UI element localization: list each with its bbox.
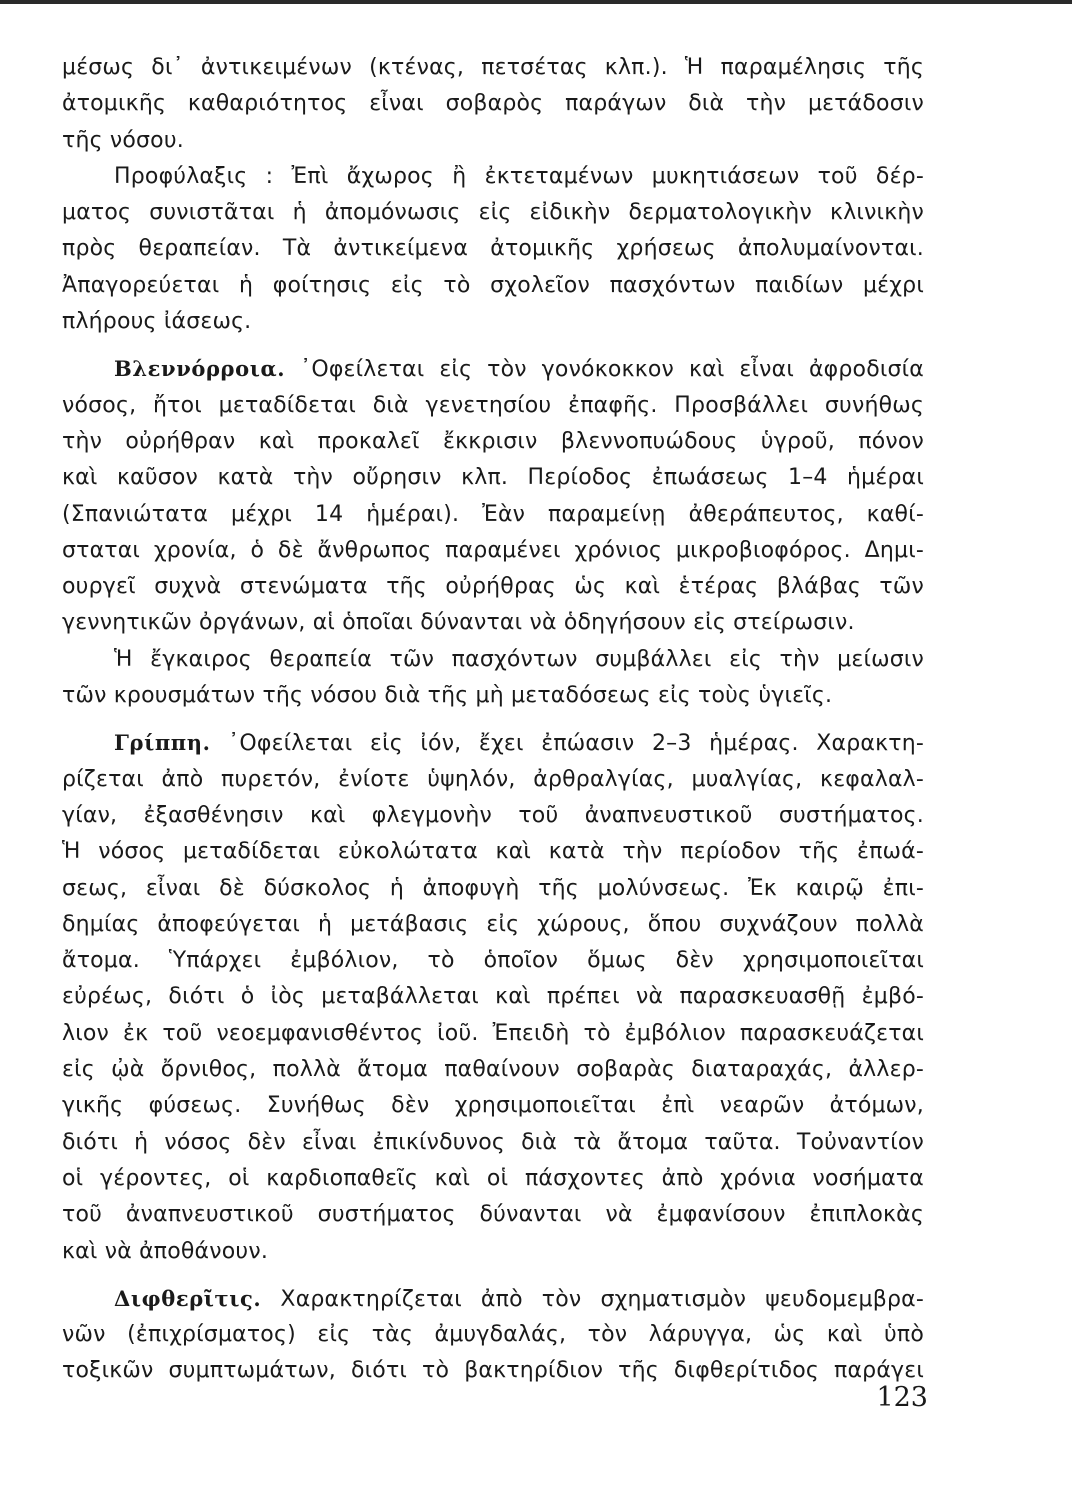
paragraph-first-line [62,725,924,761]
text-line: ἀτομικῆς καθαριότητος εἶναι σοβαρὸς παράγων διὰ τὴν μετάδοσιν [62,91,924,117]
text-line: νῶν (ἐπιχρίσματος) εἰς τὰς ἀμυγδαλάς, τὸν λάρυγγα, ὡς καὶ ὑπὸ [62,1322,924,1348]
text-line: (Σπανιώτατα μέχρι 14 ἡμέραι). Ἐὰν παραμείνῃ ἀθεράπευτος, καθί- [62,501,924,527]
text-line: Ἡ νόσος μεταδίδεται εὐκολώτατα καὶ κατὰ τὴν περίοδον τῆς ἐπωά- [62,839,924,865]
text-line: τοξικῶν συμπτωμάτων, διότι τὸ βακτηρίδιον τῆς διφθερίτιδος παράγει [62,1358,924,1384]
text-line: καὶ νὰ ἀποθάνουν. [62,1238,269,1264]
text-line: πλήρους ἰάσεως. [62,309,252,335]
text-line: σεως, εἶναι δὲ δύσκολος ἡ ἀποφυγὴ τῆς μολύνσεως. Ἐκ καιρῷ ἐπι- [62,875,924,901]
paragraph-first-line [62,1281,924,1317]
text-line: ματος συνιστᾶται ἡ ἀπομόνωσις εἰς εἰδικὴν δερματολογικὴν κλινικὴν [62,200,924,226]
text-line: τῆς νόσου. [62,127,184,153]
body-text [62,50,924,1390]
page-number: 123 [876,1382,928,1413]
text-line: τὴν οὐρήθραν καὶ προκαλεῖ ἔκκρισιν βλεννοπυώδους ὑγροῦ, πόνον [62,428,924,454]
section-heading-influenza: Γρίππη. [114,730,211,756]
text-line: οἱ γέροντες, οἱ καρδιοπαθεῖς καὶ οἱ πάσχοντες ἀπὸ χρόνια νοσήματα [62,1165,924,1191]
text-line: μέσως δι᾽ ἀντικειμένων (κτένας, πετσέτας κλπ.). Ἡ παραμέλησις τῆς [62,55,924,80]
text-line: ᾽Οφείλεται εἰς ἰόν, ἔχει ἐπώασιν 2–3 ἡμέρας. Χαρακτη- [228,731,924,757]
text-line: ἄτομα. Ὑπάρχει ἐμβόλιον, τὸ ὁποῖον ὅμως δὲν χρησιμοποιεῖται [62,948,924,974]
section-heading-diphtheria: Διφθερῖτις. [114,1285,262,1311]
text-line: ουργεῖ συχνὰ στενώματα τῆς οὐρήθρας ὡς καὶ ἑτέρας βλάβας τῶν [62,574,924,600]
text-line: ᾽Οφείλεται εἰς τὸν γονόκοκκον καὶ εἶναι ἀφροδισία [300,357,924,383]
text-line: σταται χρονία, ὁ δὲ ἄνθρωπος παραμένει χρόνιος μικροβιοφόρος. Δημι- [62,537,924,563]
text-line: γικῆς φύσεως. Συνήθως δὲν χρησιμοποιεῖται ἐπὶ νεαρῶν ἀτόμων, [62,1093,924,1119]
top-edge-rule [0,0,1072,4]
text-line: καὶ καῦσον κατὰ τὴν οὔρησιν κλπ. Περίοδος ἐπωάσεως 1–4 ἡμέραι [62,465,924,491]
text-line: Ἀπαγορεύεται ἡ φοίτησις εἰς τὸ σχολεῖον πασχόντων παιδίων μέχρι [62,272,924,298]
text-line: ρίζεται ἀπὸ πυρετόν, ἐνίοτε ὑψηλόν, ἀρθραλγίας, μυαλγίας, κεφαλαλ- [62,766,924,792]
text-line: πρὸς θεραπείαν. Τὰ ἀντικείμενα ἀτομικῆς χρήσεως ἀπολυμαίνονται. [62,236,924,262]
text-line: Ἡ ἔγκαιρος θεραπεία τῶν πασχόντων συμβάλλει εἰς τὴν μείωσιν [114,646,924,672]
text-line: δημίας ἀποφεύγεται ἡ μετάβασις εἰς χώρους, ὅπου συχνάζουν πολλὰ [62,911,924,937]
text-line: διότι ἡ νόσος δὲν εἶναι ἐπικίνδυνος διὰ τὰ ἄτομα ταῦτα. Τοὐναντίον [62,1129,924,1155]
text-line: τῶν κρουσμάτων τῆς νόσου διὰ τῆς μὴ μεταδόσεως εἰς τοὺς ὑγιεῖς. [62,683,833,709]
paragraph-first-line [62,351,924,387]
text-line: εἰς ᾠὰ ὄρνιθος, πολλὰ ἄτομα παθαίνουν σοβαρὰς διαταραχάς, ἀλλερ- [62,1057,924,1083]
section-heading-gonorrhea: Βλεννόρροια. [114,356,286,382]
text-line: εὐρέως, διότι ὁ ἰὸς μεταβάλλεται καὶ πρέπει νὰ παρασκευασθῇ ἐμβό- [62,984,924,1010]
text-line: Προφύλαξις : Ἐπὶ ἄχωρος ἢ ἐκτεταμένων μυκητιάσεων τοῦ δέρ- [114,163,924,189]
text-line: Χαρακτηρίζεται ἀπὸ τὸν σχηματισμὸν ψευδομεμβρα- [280,1286,924,1312]
text-line: νόσος, ἤτοι μεταδίδεται διὰ γενετησίου ἐπαφῆς. Προσβάλλει συνήθως [62,392,924,418]
text-line: γίαν, ἐξασθένησιν καὶ φλεγμονὴν τοῦ ἀναπνευστικοῦ συστήματος. [62,802,924,828]
text-line: τοῦ ἀναπνευστικοῦ συστήματος δύνανται νὰ ἐμφανίσουν ἐπιπλοκὰς [62,1202,924,1228]
text-line: λιον ἐκ τοῦ νεοεμφανισθέντος ἰοῦ. Ἐπειδὴ τὸ ἐμβόλιον παρασκευάζεται [62,1020,924,1046]
text-line: γεννητικῶν ὀργάνων, αἱ ὁποῖαι δύνανται νὰ ὁδηγήσουν εἰς στείρωσιν. [62,610,855,636]
